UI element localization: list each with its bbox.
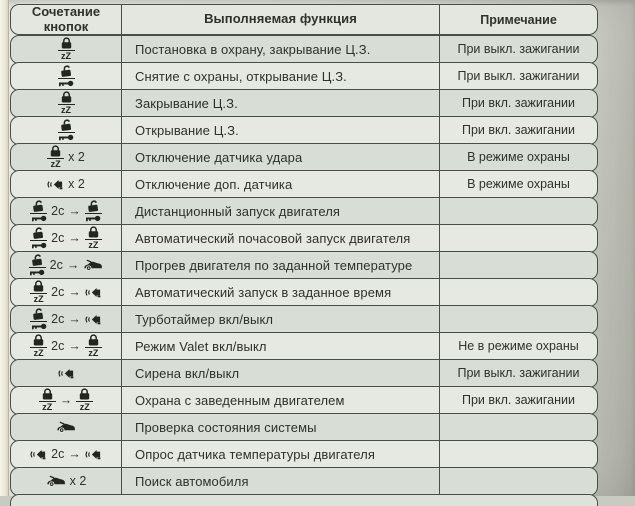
- combo-cell: [11, 306, 121, 333]
- lock-sleep-button-icon: zZ: [76, 388, 93, 412]
- lock-sleep-button-icon: zZ: [30, 334, 47, 358]
- table-header-row: [10, 4, 598, 35]
- car-trunk-button-icon: [56, 421, 76, 433]
- combo-text: →: [59, 393, 73, 408]
- lock-sleep-button-icon: zZ: [47, 145, 64, 169]
- function-cell: Дистанционный запуск двигателя: [121, 198, 439, 225]
- combo-cell: [11, 36, 121, 63]
- photo-left-edge: [0, 0, 9, 496]
- note-cell: При вкл. зажигании: [439, 117, 597, 144]
- siren-mute-button-icon: [47, 178, 64, 191]
- header-note: Примечание: [439, 5, 597, 34]
- note-cell: При вкл. зажигании: [439, 387, 597, 414]
- function-cell: Сирена вкл/выкл: [121, 360, 439, 387]
- car-trunk-button-icon: [46, 475, 66, 487]
- combo-cell: [11, 387, 121, 414]
- combo-cell: [11, 225, 121, 252]
- function-cell: Отключение датчика удара: [121, 144, 439, 171]
- table-body: [10, 35, 598, 506]
- table-row: [10, 278, 598, 307]
- function-cell: Поиск автомобиля: [121, 468, 439, 495]
- function-cell: Открывание Ц.З.: [121, 117, 439, 144]
- table-row: [10, 143, 598, 172]
- note-cell: [439, 414, 597, 441]
- note-cell: [439, 279, 597, 306]
- function-cell: Турботаймер вкл/выкл: [121, 306, 439, 333]
- unlock-key-button-icon: [29, 254, 46, 276]
- combo-cell: [11, 90, 121, 117]
- table-row: [10, 170, 598, 199]
- combo-cell: [11, 171, 121, 198]
- combo-text: →: [68, 312, 81, 327]
- combo-cell: [11, 333, 121, 360]
- note-cell: [439, 306, 597, 333]
- note-cell: [439, 468, 597, 495]
- note-cell: При выкл. зажигании: [439, 36, 597, 63]
- unlock-key-button-icon: [58, 65, 75, 87]
- combo-text: →: [68, 339, 81, 354]
- siren-mute-button-icon: [85, 286, 102, 299]
- combo-text: x 2: [69, 474, 87, 489]
- note-cell: [439, 198, 597, 225]
- lock-sleep-button-icon: zZ: [85, 334, 102, 358]
- unlock-key-button-icon: [58, 119, 75, 141]
- combo-cell: [11, 279, 121, 306]
- table-row: [10, 440, 598, 469]
- table-row: [10, 413, 598, 442]
- note-cell: В режиме охраны: [439, 171, 597, 198]
- combo-text: x 2: [68, 177, 85, 192]
- combo-text: 2с: [51, 339, 65, 354]
- table-row: [10, 359, 598, 388]
- table-row: [10, 116, 598, 145]
- note-cell: При выкл. зажигании: [439, 360, 597, 387]
- combo-text: 2с: [51, 447, 65, 462]
- table-row: [10, 224, 598, 253]
- table-row: [10, 62, 598, 91]
- combo-cell: [11, 468, 121, 495]
- remote-functions-table: [10, 4, 598, 506]
- function-cell: Охрана с заведенным двигателем: [121, 387, 439, 414]
- function-cell: Проверка состояния системы: [121, 414, 439, 441]
- combo-text: →: [68, 231, 81, 246]
- siren-mute-button-icon: [85, 448, 102, 461]
- combo-cell: [11, 198, 121, 225]
- function-cell: Автоматический запуск в заданное время: [121, 279, 439, 306]
- function-cell: Режим Valet вкл/выкл: [121, 333, 439, 360]
- combo-text: 2с: [51, 204, 65, 219]
- note-cell: [439, 441, 597, 468]
- siren-mute-button-icon: [30, 448, 47, 461]
- table-row: [10, 35, 598, 64]
- combo-text: 2с: [51, 231, 65, 246]
- combo-cell: [11, 414, 121, 441]
- function-cell: Прогрев двигателя по заданной температуре: [121, 252, 439, 279]
- combo-cell: [11, 441, 121, 468]
- table-row: [10, 305, 598, 334]
- unlock-key-button-icon: [85, 200, 102, 222]
- function-cell: Автоматический почасовой запуск двигателя: [121, 225, 439, 252]
- combo-text: 2с: [49, 258, 63, 273]
- combo-text: →: [68, 204, 81, 219]
- lock-sleep-button-icon: zZ: [39, 388, 56, 412]
- combo-text: 2с: [51, 285, 65, 300]
- combo-cell: [11, 144, 121, 171]
- lock-sleep-button-icon: zZ: [85, 226, 102, 250]
- note-cell: [439, 225, 597, 252]
- note-cell: При выкл. зажигании: [439, 63, 597, 90]
- function-cell: Постановка в охрану, закрывание Ц.З.: [121, 36, 439, 63]
- table-row: [10, 251, 598, 280]
- table-row: [10, 332, 598, 361]
- unlock-key-button-icon: [30, 227, 47, 249]
- combo-cell: [11, 63, 121, 90]
- table-row: [10, 386, 598, 415]
- unlock-key-button-icon: [30, 308, 47, 330]
- note-cell: [439, 252, 597, 279]
- note-cell: При вкл. зажигании: [439, 90, 597, 117]
- note-cell: Не в режиме охраны: [439, 333, 597, 360]
- header-performed-function: Выполняемая функция: [121, 5, 439, 34]
- combo-text: →: [68, 285, 81, 300]
- combo-text: 2с: [51, 312, 65, 327]
- siren-mute-button-icon: [85, 313, 102, 326]
- lock-sleep-button-icon: zZ: [30, 280, 47, 304]
- lock-sleep-button-icon: zZ: [58, 37, 75, 61]
- note-cell: В режиме охраны: [439, 144, 597, 171]
- function-cell: Опрос датчика температуры двигателя: [121, 441, 439, 468]
- combo-text: x 2: [68, 150, 85, 165]
- combo-cell: [11, 360, 121, 387]
- car-trunk-button-icon: [83, 259, 103, 271]
- combo-text: →: [66, 258, 80, 273]
- function-cell: Отключение доп. датчика: [121, 171, 439, 198]
- unlock-key-button-icon: [30, 200, 47, 222]
- table-row: [10, 197, 598, 226]
- table-row: [10, 89, 598, 118]
- combo-cell: [11, 252, 121, 279]
- siren-mute-button-icon: [58, 367, 75, 380]
- function-cell: Закрывание Ц.З.: [121, 90, 439, 117]
- combo-cell: [11, 117, 121, 144]
- combo-text: →: [68, 447, 81, 462]
- table-row: [10, 467, 598, 496]
- lock-sleep-button-icon: zZ: [58, 91, 75, 115]
- function-cell: Снятие с охраны, открывание Ц.З.: [121, 63, 439, 90]
- header-button-combination: Сочетание кнопок: [31, 4, 101, 34]
